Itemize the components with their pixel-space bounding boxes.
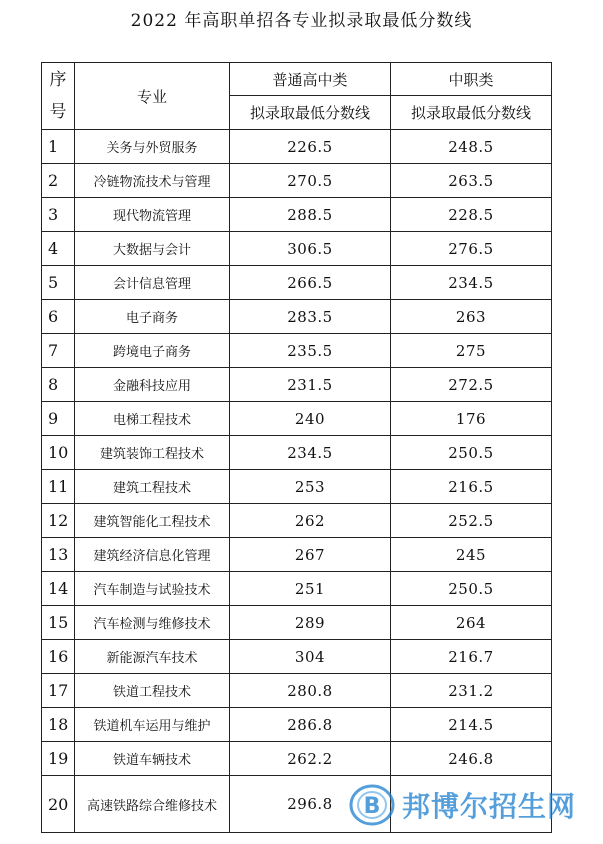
watermark [348,780,588,830]
vocational-min-score: 250.5 [391,572,552,606]
vocational-min-score: 214.5 [391,708,552,742]
general-min-score: 306.5 [230,232,391,266]
vocational-min-score: 263 [391,300,552,334]
major-name: 建筑智能化工程技术 [75,504,230,538]
table-row [42,334,552,368]
header-seq-line1: 序 [49,70,67,90]
svg-text:B: B [363,794,381,819]
vocational-min-score: 245 [391,538,552,572]
row-number: 5 [42,266,75,300]
row-number: 9 [42,402,75,436]
vocational-min-score: 216.5 [391,470,552,504]
table-row [42,606,552,640]
major-name: 汽车检测与维修技术 [75,606,230,640]
vocational-min-score: 216.7 [391,640,552,674]
general-min-score: 253 [230,470,391,504]
row-number: 20 [42,776,75,833]
table-row [42,368,552,402]
general-min-score: 289 [230,606,391,640]
major-name: 建筑经济信息化管理 [75,538,230,572]
general-min-score: 283.5 [230,300,391,334]
table-row [42,470,552,504]
row-number: 18 [42,708,75,742]
general-min-score: 262 [230,504,391,538]
major-name: 金融科技应用 [75,368,230,402]
general-min-score: 231.5 [230,368,391,402]
major-name: 铁道车辆技术 [75,742,230,776]
vocational-min-score: 252.5 [391,504,552,538]
vocational-min-score: 231.2 [391,674,552,708]
table-row [42,640,552,674]
table-row [42,742,552,776]
major-name: 高速铁路综合维修技术 [75,776,230,833]
major-name: 冷链物流技术与管理 [75,164,230,198]
document-title: 2022 年高职单招各专业拟录取最低分数线 [130,11,473,31]
vocational-min-score: 228.5 [391,198,552,232]
row-number: 13 [42,538,75,572]
row-number: 17 [42,674,75,708]
major-name: 会计信息管理 [75,266,230,300]
table-row [42,198,552,232]
header-seq-line2: 号 [49,102,67,122]
vocational-min-score: 250.5 [391,436,552,470]
vocational-min-score: 275 [391,334,552,368]
general-min-score: 251 [230,572,391,606]
general-min-score: 226.5 [230,130,391,164]
vocational-min-score: 272.5 [391,368,552,402]
table-row [42,674,552,708]
major-name: 跨境电子商务 [75,334,230,368]
general-min-score: 235.5 [230,334,391,368]
row-number: 7 [42,334,75,368]
major-name: 新能源汽车技术 [75,640,230,674]
row-number: 12 [42,504,75,538]
general-min-score: 304 [230,640,391,674]
major-name: 大数据与会计 [75,232,230,266]
major-name: 电子商务 [75,300,230,334]
major-name: 电梯工程技术 [75,402,230,436]
vocational-min-score: 276.5 [391,232,552,266]
table-row [42,708,552,742]
row-number: 4 [42,232,75,266]
table-row [42,572,552,606]
vocational-min-score: 176 [391,402,552,436]
watermark-logo-icon [348,783,396,827]
table-row [42,130,552,164]
general-min-score: 286.8 [230,708,391,742]
row-number: 11 [42,470,75,504]
row-number: 16 [42,640,75,674]
table-row [42,266,552,300]
row-number: 2 [42,164,75,198]
header-group-general: 普通高中类 [230,63,391,96]
table-row [42,232,552,266]
general-min-score: 267 [230,538,391,572]
major-name: 铁道工程技术 [75,674,230,708]
table-row [42,538,552,572]
vocational-min-score: 234.5 [391,266,552,300]
header-sub-general: 拟录取最低分数线 [230,96,391,130]
table-row [42,504,552,538]
vocational-min-score: 246.8 [391,742,552,776]
vocational-min-score: 248.5 [391,130,552,164]
row-number: 1 [42,130,75,164]
row-number: 3 [42,198,75,232]
major-name: 汽车制造与试验技术 [75,572,230,606]
general-min-score: 280.8 [230,674,391,708]
major-name: 建筑工程技术 [75,470,230,504]
vocational-min-score: 263.5 [391,164,552,198]
row-number: 14 [42,572,75,606]
row-number: 8 [42,368,75,402]
row-number: 19 [42,742,75,776]
header-sub-vocational: 拟录取最低分数线 [391,96,552,130]
watermark-text: 邦博尔招生网 [402,790,577,823]
general-min-score: 296.8 [230,776,391,833]
general-min-score: 262.2 [230,742,391,776]
table-row [42,164,552,198]
table-body [42,130,552,833]
general-min-score: 288.5 [230,198,391,232]
vocational-min-score: 264 [391,606,552,640]
general-min-score: 234.5 [230,436,391,470]
table-row [42,436,552,470]
header-major: 专业 [75,63,230,130]
general-min-score: 270.5 [230,164,391,198]
major-name: 关务与外贸服务 [75,130,230,164]
major-name: 现代物流管理 [75,198,230,232]
major-name: 铁道机车运用与维护 [75,708,230,742]
row-number: 6 [42,300,75,334]
table-row [42,300,552,334]
row-number: 15 [42,606,75,640]
row-number: 10 [42,436,75,470]
header-seq [42,63,75,130]
score-table [41,62,552,833]
header-group-vocational: 中职类 [391,63,552,96]
major-name: 建筑装饰工程技术 [75,436,230,470]
table-row [42,402,552,436]
general-min-score: 266.5 [230,266,391,300]
general-min-score: 240 [230,402,391,436]
